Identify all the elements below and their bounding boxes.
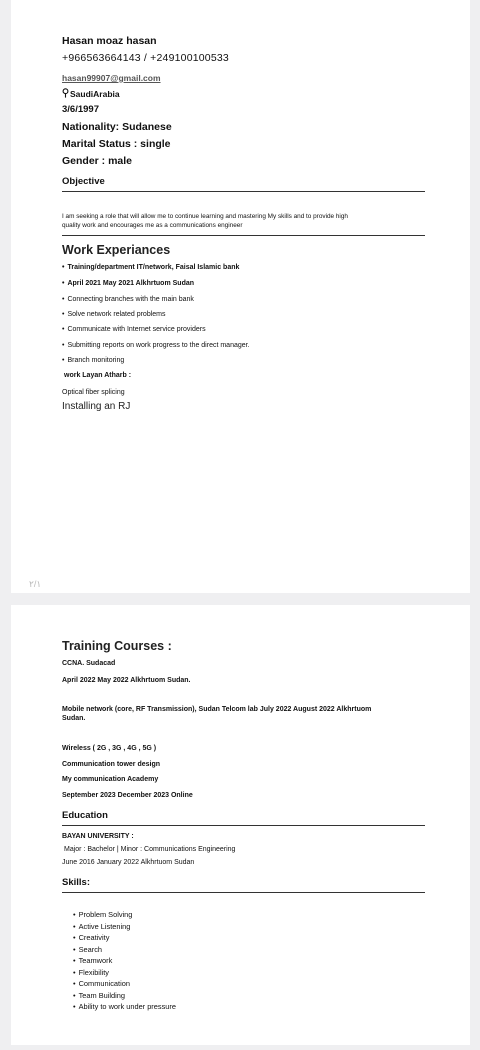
objective-text xyxy=(62,213,348,230)
objective-text-line-2: quality work and encourages me as a communications engineer xyxy=(62,221,243,229)
skill-item: • Problem Solving xyxy=(73,909,176,921)
skills-list xyxy=(73,909,176,1013)
work-item: • Submitting reports on work progress to the direct manager. xyxy=(62,342,250,349)
training-line: CCNA. Sudacad xyxy=(62,660,116,667)
nationality: Nationality: Sudanese xyxy=(62,121,172,133)
training-line: September 2023 December 2023 Online xyxy=(62,792,193,799)
skill-item: • Active Listening xyxy=(73,921,176,933)
education-heading: Education xyxy=(62,810,108,821)
page-number: ٢/١ xyxy=(29,579,42,589)
skill-item: • Search xyxy=(73,944,176,956)
skill-item: • Creativity xyxy=(73,932,176,944)
layan-item: Installing an RJ xyxy=(62,401,131,412)
training-line: Sudan. xyxy=(62,715,86,722)
training-heading: Training Courses : xyxy=(62,639,172,653)
location-pin-icon xyxy=(62,88,69,98)
email-link[interactable]: hasan99907@gmail.com xyxy=(62,73,161,83)
skill-item: • Ability to work under pressure xyxy=(73,1001,176,1013)
education-major: Major : Bachelor | Minor : Communications Engineering xyxy=(64,846,236,853)
skills-heading: Skills: xyxy=(62,877,90,888)
layan-item: Optical fiber splicing xyxy=(62,389,125,396)
work-heading: Work Experiances xyxy=(62,243,171,257)
work-item: • Solve network related problems xyxy=(62,311,166,318)
date-of-birth: 3/6/1997 xyxy=(62,104,99,115)
education-university: BAYAN UNIVERSITY : xyxy=(62,833,134,840)
training-line: April 2022 May 2022 Alkhrtuom Sudan. xyxy=(62,677,191,684)
skill-item: • Teamwork xyxy=(73,955,176,967)
work-item: • Branch monitoring xyxy=(62,357,124,364)
location-text: SaudiArabia xyxy=(70,89,120,99)
work-item: • Communicate with Internet service providers xyxy=(62,326,206,333)
work-item: • April 2021 May 2021 Alkhrtuom Sudan xyxy=(62,280,194,287)
document-page-2 xyxy=(11,605,470,1045)
objective-heading: Objective xyxy=(62,176,105,187)
layan-heading: work Layan Atharb : xyxy=(64,372,132,379)
objective-text-line-1: I am seeking a role that will allow me to continue learning and mastering My skills and to provide high xyxy=(62,213,348,220)
work-item: • Training/department IT/network, Faisal Islamic bank xyxy=(62,264,239,271)
work-item: • Connecting branches with the main bank xyxy=(62,296,194,303)
training-line: Mobile network (core, RF Transmission), Sudan Telcom lab July 2022 August 2022 Alkhrtuom xyxy=(62,706,372,713)
training-line: Communication tower design xyxy=(62,761,161,768)
location-line xyxy=(62,88,120,99)
candidate-name: Hasan moaz hasan xyxy=(62,35,157,47)
document-page-1 xyxy=(11,0,470,593)
skills-divider xyxy=(62,892,425,893)
training-line: Wireless ( 2G , 3G , 4G , 5G ) xyxy=(62,745,157,752)
work-divider xyxy=(62,235,425,236)
objective-divider xyxy=(62,191,425,192)
phone-numbers: +966563664143 / +249100100533 xyxy=(62,52,229,64)
skill-item: • Flexibility xyxy=(73,967,176,979)
education-divider xyxy=(62,825,425,826)
skill-item: • Communication xyxy=(73,978,176,990)
training-line: My communication Academy xyxy=(62,776,159,783)
education-dates: June 2016 January 2022 Alkhrtuom Sudan xyxy=(62,859,195,866)
gender: Gender : male xyxy=(62,155,133,167)
skill-item: • Team Building xyxy=(73,990,176,1002)
marital-status: Marital Status : single xyxy=(62,138,171,150)
